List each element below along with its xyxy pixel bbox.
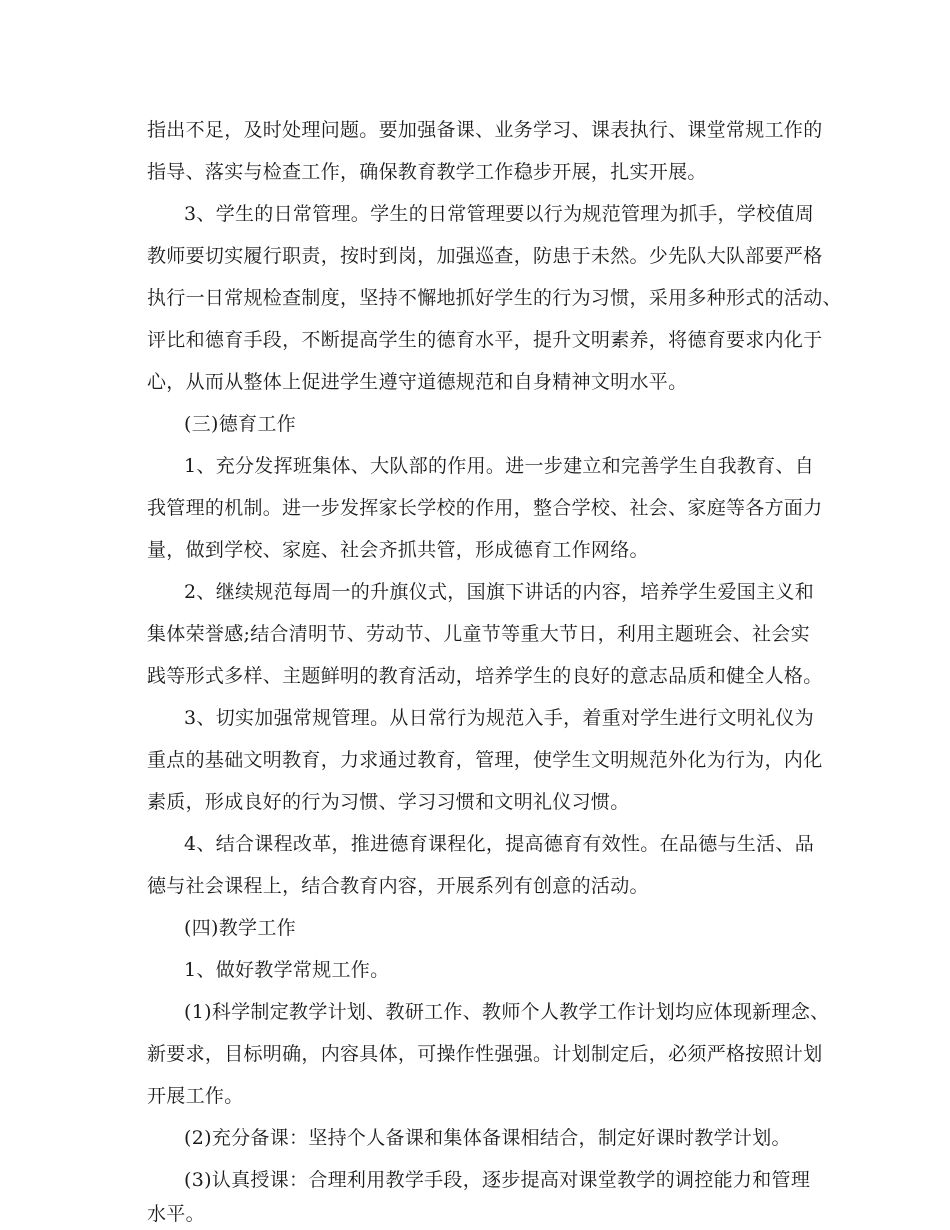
paragraph-line: 素质，形成良好的行为习惯、学习习惯和文明礼仪习惯。: [147, 791, 630, 813]
paragraph-line: 我管理的机制。进一步发挥家长学校的作用，整合学校、社会、家庭等各方面力: [147, 497, 823, 519]
paragraph-line: 3、切实加强常规管理。从日常行为规范入手，着重对学生进行文明礼仪为: [184, 707, 814, 729]
paragraph-line: 4、结合课程改革，推进德育课程化，提高德育有效性。在品德与生活、品: [184, 833, 814, 855]
paragraph-line: 心，从而从整体上促进学生遵守道德规范和自身精神文明水平。: [147, 371, 688, 393]
paragraph-line: 执行一日常规检查制度，坚持不懈地抓好学生的行为习惯，采用多种形式的活动、: [147, 287, 842, 309]
paragraph-line: 指出不足，及时处理问题。要加强备课、业务学习、课表执行、课堂常规工作的: [147, 119, 823, 141]
paragraph-line: 量，做到学校、家庭、社会齐抓共管，形成德育工作网络。: [147, 539, 649, 561]
section-heading: (四)教学工作: [184, 917, 296, 939]
paragraph-line: 3、学生的日常管理。学生的日常管理要以行为规范管理为抓手，学校值周: [184, 203, 814, 225]
paragraph-line: (3)认真授课：合理利用教学手段，逐步提高对课堂教学的调控能力和管理: [184, 1169, 811, 1191]
paragraph-line: 集体荣誉感;结合清明节、劳动节、儿童节等重大节日，利用主题班会、社会实: [147, 623, 810, 645]
paragraph-line: 重点的基础文明教育，力求通过教育，管理，使学生文明规范外化为行为，内化: [147, 749, 823, 771]
paragraph-line: 指导、落实与检查工作，确保教育教学工作稳步开展，扎实开展。: [147, 161, 707, 183]
paragraph-line: 德与社会课程上，结合教育内容，开展系列有创意的活动。: [147, 875, 649, 897]
paragraph-line: 开展工作。: [147, 1085, 244, 1107]
paragraph-line: 评比和德育手段，不断提高学生的德育水平，提升文明素养，将德育要求内化于: [147, 329, 823, 351]
paragraph-line: 践等形式多样、主题鲜明的教育活动，培养学生的良好的意志品质和健全人格。: [147, 665, 823, 687]
paragraph-line: (2)充分备课：坚持个人备课和集体备课相结合，制定好课时教学计划。: [184, 1127, 791, 1149]
section-heading: (三)德育工作: [184, 413, 296, 435]
paragraph-line: 新要求，目标明确，内容具体，可操作性强强。计划制定后，必须严格按照计划: [147, 1043, 823, 1065]
paragraph-line: (1)科学制定教学计划、教研工作、教师个人教学工作计划均应体现新理念、: [184, 1001, 830, 1023]
paragraph-line: 教师要切实履行职责，按时到岗，加强巡查，防患于未然。少先队大队部要严格: [147, 245, 823, 267]
paragraph-line: 1、做好教学常规工作。: [184, 959, 390, 981]
paragraph-line: 1、充分发挥班集体、大队部的作用。进一步建立和完善学生自我教育、自: [184, 455, 814, 477]
paragraph-line: 水平。: [147, 1203, 205, 1225]
paragraph-line: 2、继续规范每周一的升旗仪式，国旗下讲话的内容，培养学生爱国主义和: [184, 581, 814, 603]
